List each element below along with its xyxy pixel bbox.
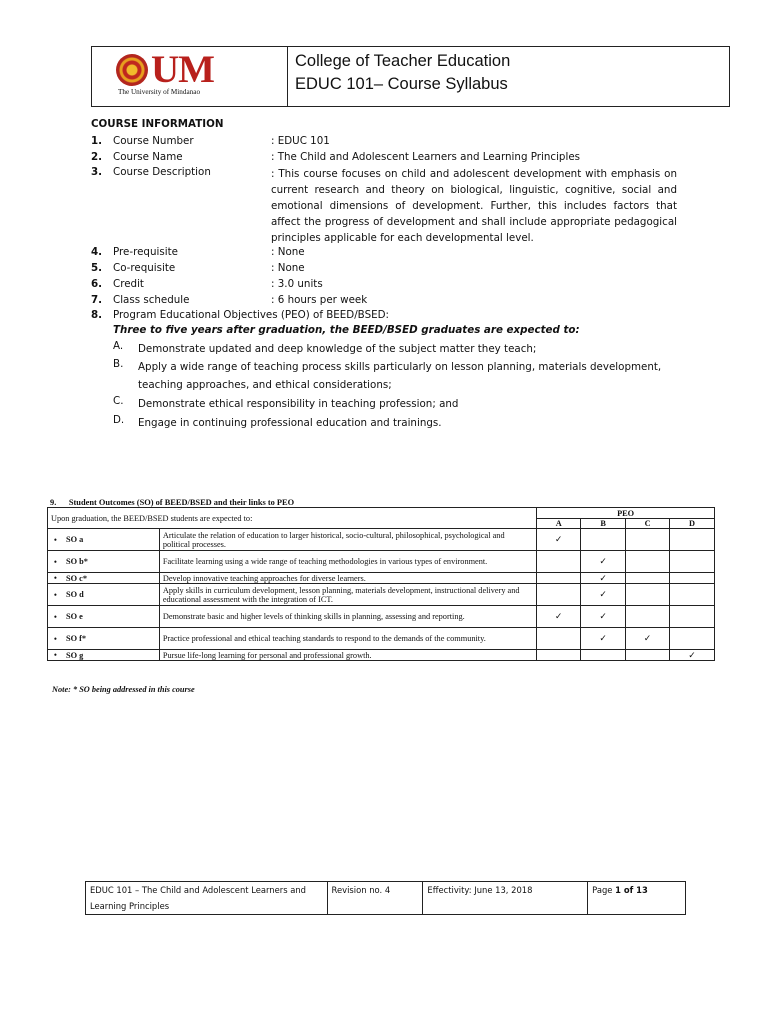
peo-cell-b: [581, 606, 626, 628]
item-label: Course Description: [113, 166, 211, 178]
footer-revision: Revision no. 4: [327, 882, 423, 915]
info-row-peo: [91, 309, 691, 325]
peo-cell-b: [581, 573, 626, 584]
table-body: [48, 529, 715, 661]
check-mark-icon: ✓: [688, 649, 696, 660]
so-label: • SO f*: [48, 628, 160, 650]
check-mark-icon: ✓: [554, 534, 563, 544]
peo-header: PEO: [537, 508, 715, 519]
item-number: 5.: [91, 262, 103, 274]
so-label: • SO d: [48, 584, 160, 606]
peo-cell-b: [581, 584, 626, 606]
peo-letter: B.: [113, 358, 124, 370]
header-title-block: [288, 47, 510, 106]
item-label: Credit: [113, 278, 144, 290]
peo-cell-b: [581, 529, 626, 551]
item-value: : None: [271, 262, 305, 274]
page-of: of: [620, 885, 637, 895]
column-c: C: [626, 519, 670, 529]
course-description-text: : This course focuses on child and adolescent development with emphasis on current research and theory on biological, linguistic, cognitive, social and emotional dimensions of development. Further, this includes factors that affect the progress of development and shall include appropriate pedagogical principles applicable for each developmental level.: [271, 168, 677, 244]
university-name: The University of Mindanao: [118, 88, 201, 96]
info-row-course-description: [91, 166, 691, 244]
page-prefix: Page: [592, 885, 616, 895]
check-mark-icon: ✓: [554, 611, 563, 621]
item-label: Pre-requisite: [113, 246, 178, 258]
peo-text: Engage in continuing professional education and trainings.: [138, 417, 442, 429]
peo-cell-c: [626, 551, 670, 573]
check-mark-icon: ✓: [599, 572, 607, 583]
item-label: Course Number: [113, 135, 194, 147]
item-label: Class schedule: [113, 294, 190, 306]
item-number: 4.: [91, 246, 103, 258]
peo-cell-d: [670, 584, 715, 606]
item-number: 2.: [91, 151, 103, 163]
footer-effectivity: Effectivity: June 13, 2018: [423, 882, 588, 915]
peo-cell-c: [626, 650, 670, 661]
so-note: Note: * SO being addressed in this course: [52, 685, 195, 694]
peo-cell-a: [537, 584, 581, 606]
table-intro: Upon graduation, the BEED/BSED students are expected to:: [48, 508, 537, 529]
peo-text: Apply a wide range of teaching process skills particularly on lesson planning, materials development, teaching approaches, and ethical considerations;: [138, 361, 662, 391]
logo-text: UM: [151, 48, 214, 91]
item-label: Course Name: [113, 151, 183, 163]
info-row-course-name: [91, 151, 691, 167]
peo-cell-a: [537, 529, 581, 551]
so-label: • SO e: [48, 606, 160, 628]
so-description: Facilitate learning using a wide range of teaching methodologies in various types of environment.: [159, 551, 536, 573]
peo-cell-a: [537, 606, 581, 628]
peo-cell-d: [670, 606, 715, 628]
item-number: 6.: [91, 278, 103, 290]
info-row-class-schedule: [91, 294, 691, 310]
item-value: : EDUC 101: [271, 135, 330, 147]
check-mark-icon: ✓: [599, 589, 607, 599]
item-value: : 6 hours per week: [271, 294, 368, 306]
peo-cell-d: [670, 551, 715, 573]
check-mark-icon: ✓: [599, 611, 607, 621]
so-description: Develop innovative teaching approaches for diverse learners.: [159, 573, 536, 584]
info-row-corequisite: [91, 262, 691, 278]
footer-page: [588, 882, 686, 915]
table-header-row: [48, 508, 715, 519]
peo-cell-a: [537, 628, 581, 650]
so-description: Pursue life-long learning for personal and professional growth.: [159, 650, 536, 661]
peo-letter: A.: [113, 340, 124, 352]
university-logo: [92, 47, 288, 106]
item-value: : The Child and Adolescent Learners and Learning Principles: [271, 151, 581, 163]
table-row: [48, 606, 715, 628]
peo-cell-a: [537, 551, 581, 573]
university-seal-icon: [116, 54, 148, 86]
peo-cell-b: [581, 628, 626, 650]
course-info-heading: COURSE INFORMATION: [91, 118, 224, 130]
column-a: A: [537, 519, 581, 529]
peo-cell-d: [670, 573, 715, 584]
student-outcomes-table: [47, 507, 715, 661]
header-box: [91, 46, 730, 107]
column-b: B: [581, 519, 626, 529]
so-description: Articulate the relation of education to larger historical, socio-cultural, philosophical, psychological and political processes.: [159, 529, 536, 551]
item-number: 3.: [91, 166, 103, 178]
so-description: Demonstrate basic and higher levels of thinking skills in planning, assessing and reporting.: [159, 606, 536, 628]
peo-cell-b: [581, 551, 626, 573]
item-value: : None: [271, 246, 305, 258]
peo-cell-c: [626, 606, 670, 628]
info-row-course-number: [91, 135, 691, 151]
course-syllabus-title: EDUC 101– Course Syllabus: [295, 75, 508, 93]
table-row: [48, 650, 715, 661]
item-value: : 3.0 units: [271, 278, 323, 290]
table-row: [48, 529, 715, 551]
column-d: D: [670, 519, 715, 529]
so-label: • SO b*: [48, 551, 160, 573]
table-row: [48, 551, 715, 573]
peo-intro: Three to five years after graduation, the BEED/BSED graduates are expected to:: [113, 324, 580, 336]
peo-cell-c: [626, 584, 670, 606]
so-description: Apply skills in curriculum development, lesson planning, materials development, instructional delivery and educational assessment with the integration of ICT.: [159, 584, 536, 606]
page-current: 1: [615, 885, 621, 895]
check-mark-icon: ✓: [599, 556, 607, 566]
table-row: [48, 584, 715, 606]
info-row-prerequisite: [91, 246, 691, 262]
check-mark-icon: ✓: [599, 633, 607, 643]
info-row-credit: [91, 278, 691, 294]
table-row: [48, 628, 715, 650]
peo-letter: C.: [113, 395, 124, 407]
item-label: Program Educational Objectives (PEO) of BEED/BSED:: [113, 309, 390, 321]
peo-cell-d: [670, 650, 715, 661]
peo-cell-a: [537, 573, 581, 584]
peo-cell-b: [581, 650, 626, 661]
peo-text: Demonstrate updated and deep knowledge of the subject matter they teach;: [138, 343, 537, 355]
item-number: 1.: [91, 135, 103, 147]
check-mark-icon: ✓: [643, 633, 652, 643]
peo-cell-d: [670, 529, 715, 551]
peo-cell-a: [537, 650, 581, 661]
page-total: 13: [636, 885, 648, 895]
peo-text: Demonstrate ethical responsibility in teaching profession; and: [138, 398, 459, 410]
peo-cell-c: [626, 529, 670, 551]
footer-table: [85, 881, 686, 915]
so-label: • SO g: [48, 650, 160, 661]
so-label: • SO c*: [48, 573, 160, 584]
item-label: Co-requisite: [113, 262, 176, 274]
so-label: • SO a: [48, 529, 160, 551]
peo-cell-c: [626, 628, 670, 650]
college-name: College of Teacher Education: [295, 52, 511, 70]
peo-cell-d: [670, 628, 715, 650]
peo-cell-c: [626, 573, 670, 584]
student-outcomes-title: 9. Student Outcomes (SO) of BEED/BSED and their links to PEO: [50, 498, 295, 507]
footer-course: EDUC 101 – The Child and Adolescent Learners and Learning Principles: [86, 882, 328, 915]
item-number: 8.: [91, 309, 103, 321]
so-description: Practice professional and ethical teaching standards to respond to the demands of the community.: [159, 628, 536, 650]
table-row: [48, 573, 715, 584]
item-number: 7.: [91, 294, 103, 306]
peo-letter: D.: [113, 414, 125, 426]
